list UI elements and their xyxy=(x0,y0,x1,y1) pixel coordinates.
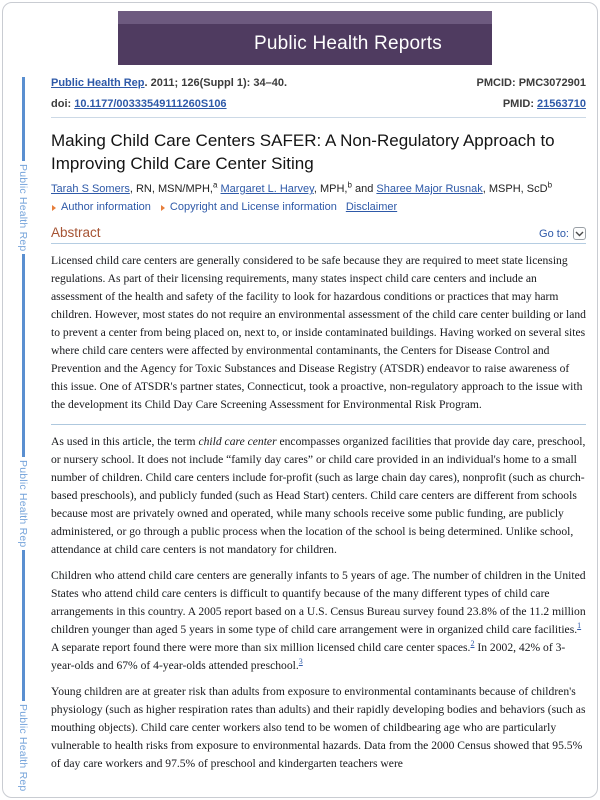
bullet-arrow-icon xyxy=(161,205,165,211)
text-segment: and xyxy=(351,183,377,195)
body-paragraph xyxy=(51,567,586,675)
superscript: b xyxy=(547,180,553,190)
sidebar-journal-label: Public Health Rep xyxy=(17,460,29,548)
sidebar-rule xyxy=(22,550,25,700)
text-segment: Young children are at greater risk than adults from exposure to environmental contaminants because of children's physiology (such as higher respiration rates than adults) and their rapidly developing bodies and behaviors (such as mouthing objects). Child care center workers also tend to be women of childbearing age who are particularly vulnerable to health risks from exposure to environmental hazards. Data from the 2000 Census showed that 95.5% of day care workers and 97.5% of preschool and kindergarten teachers were xyxy=(51,685,586,770)
text-segment: Children who attend child care centers are generally infants to 5 years of age. The number of children in the United States who attend child care centers is difficult to quantify because of the many different types of child care arrangements in this country. A 2005 report based on a U.S. Census Bureau survey found 23.8% of the 11.2 million children younger than aged 5 years in some type of child care arrangement were in organized child care facilities. xyxy=(51,569,586,636)
superscript xyxy=(299,657,303,666)
sidebar-rule xyxy=(22,254,25,457)
text-segment: In 2002, 42% of 3-year-olds and 67% of 4-year-olds attended preschool. xyxy=(51,641,566,672)
chevron-down-icon xyxy=(575,231,584,237)
author-link[interactable]: Tarah S Somers xyxy=(51,183,130,195)
pmid-label: PMID: xyxy=(502,98,538,110)
bullet-arrow-icon xyxy=(52,205,56,211)
reference-link[interactable]: 3 xyxy=(298,657,303,667)
journal-banner-title[interactable]: Public Health Reports xyxy=(254,33,442,54)
pmid-link[interactable]: 21563710 xyxy=(537,98,586,110)
author-information-toggle[interactable]: Author information xyxy=(61,201,151,213)
id-block xyxy=(477,73,586,115)
section-divider xyxy=(51,424,586,425)
body-paragraph xyxy=(51,433,586,559)
goto-control xyxy=(539,227,586,240)
journal-citation-line xyxy=(51,73,287,94)
abstract-heading: Abstract xyxy=(51,225,101,240)
author-link[interactable]: Sharee Major Rusnak xyxy=(376,183,483,195)
text-segment: encompasses organized facilities that provide day care, preschool, or nursery school. It does not include “family day cares” or child care provided in an individual's home to a small number of children. Child care centers include for-profit (such as large chain day cares), nonprofit (such as church-based preschools), and publicly funded (such as Head Start) centers. Child care centers are different from schools because most are privately owned and operated, while many schools receive some public funding, are publicly administered, or go through a public process when the location of the school is being determined. Unlike school, attendance at child care centers is not mandatory for children. xyxy=(51,435,586,556)
banner-top-strip xyxy=(118,11,492,24)
sidebar-rule xyxy=(22,77,25,161)
citation-text: . 2011; 126(Suppl 1): 34–40. xyxy=(144,77,287,89)
reference-link[interactable]: 1 xyxy=(577,621,582,631)
pmcid-line xyxy=(477,73,586,94)
text-segment: , MPH, xyxy=(313,183,348,195)
doi-link[interactable]: 10.1177/00333549111260S106 xyxy=(74,98,227,110)
pmcid-label: PMCID: xyxy=(476,77,519,89)
citation-block xyxy=(51,73,287,115)
author-line xyxy=(51,180,586,195)
doi-line xyxy=(51,94,287,115)
abstract-text: Licensed child care centers are generally considered to be safe because they are required to meet state licensing regulations. As part of their licensing requirements, many states inspect child care centers and include an assessment of the health and safety of the facility to look for hazardous conditions or practices that may harm children. However, most states do not require an environmental assessment of the child care center building or land to prevent a center from being placed on, next to, or inside contaminated buildings. Having worked on several sites where child care centers were affected by environmental contaminants, the Centers for Disease Control and Prevention and the Agency for Toxic Substances and Disease Registry (ATSDR) endeavor to raise awareness of this issue. One of ATSDR's partner states, Connecticut, took a proactive, non-regulatory approach to the issue with the development its Child Day Care Screening Assessment for Environmental Risk Program. xyxy=(51,254,586,411)
header-divider xyxy=(51,117,586,118)
superscript: b xyxy=(347,180,352,190)
journal-link[interactable]: Public Health Rep xyxy=(51,77,145,89)
text-segment: , RN, MSN/MPH, xyxy=(129,183,213,195)
sidebar-journal-label: Public Health Rep xyxy=(17,164,29,252)
article-title: Making Child Care Centers SAFER: A Non-Regulatory Approach to Improving Child Care Center Siting xyxy=(51,131,555,173)
journal-sidebar xyxy=(15,77,31,794)
text-segment: As used in this article, the term xyxy=(51,435,199,448)
pmcid-value: PMC3072901 xyxy=(518,77,586,89)
goto-dropdown-button[interactable] xyxy=(573,227,586,240)
page-card xyxy=(2,2,598,798)
italic-text: child care center xyxy=(198,435,277,448)
text-segment: A separate report found there were more than six million licensed child care center spaces. xyxy=(51,641,471,654)
article-info-line xyxy=(51,201,586,213)
pmid-line xyxy=(477,94,586,115)
article-content xyxy=(51,73,586,773)
journal-banner xyxy=(118,11,492,65)
author-link[interactable]: Margaret L. Harvey xyxy=(220,183,314,195)
superscript: a xyxy=(213,180,218,190)
sidebar-journal-label: Public Health Rep xyxy=(17,703,29,791)
body-paragraph xyxy=(51,683,586,773)
citation-header xyxy=(51,73,586,115)
doi-label: doi: xyxy=(51,98,75,110)
goto-link[interactable]: Go to: xyxy=(539,227,569,240)
copyright-license-toggle[interactable]: Copyright and License information xyxy=(169,201,337,213)
reference-link[interactable]: 2 xyxy=(470,639,475,649)
superscript xyxy=(577,621,581,630)
abstract-section-header xyxy=(51,225,586,244)
disclaimer-link[interactable]: Disclaimer xyxy=(345,201,398,213)
text-segment: , MSPH, ScD xyxy=(482,183,548,195)
